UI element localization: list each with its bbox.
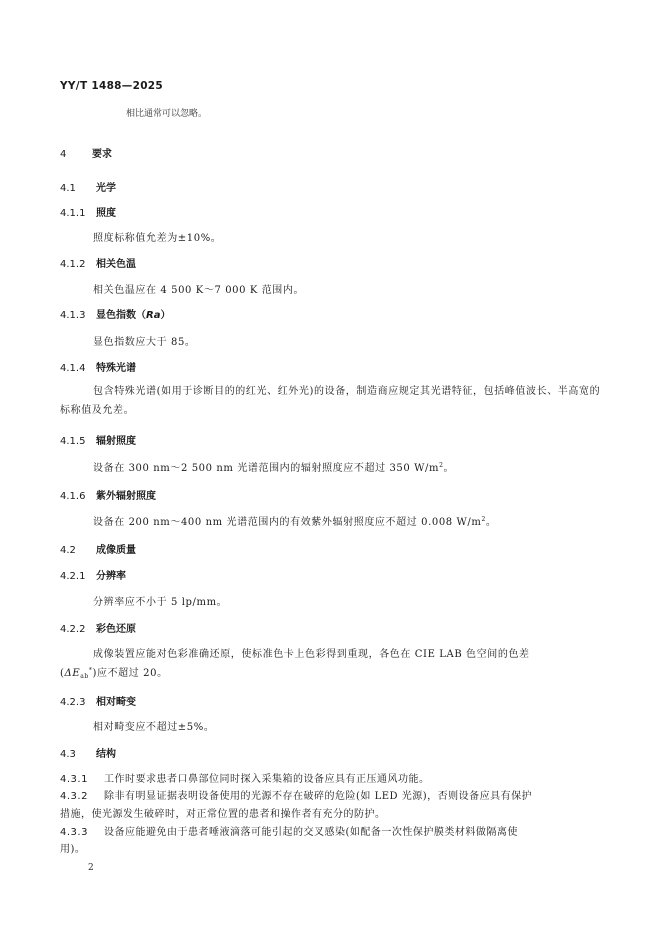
clause-4-1-3-heading <box>60 306 170 321</box>
section-number: 4.1 <box>60 183 76 194</box>
clause-title: 照度 <box>96 208 116 219</box>
text-main: 设备在 300 nm～2 500 nm 光谱范围内的辐射照度应不超过 350 W/m <box>93 463 440 474</box>
section-title: 要求 <box>92 149 112 160</box>
section-number: 4.3 <box>60 749 76 760</box>
clause-4-1-1-text: 照度标称值允差为±10%。 <box>93 233 222 244</box>
section-number: 4.2 <box>60 545 76 556</box>
clause-4-2-1-heading <box>60 567 126 582</box>
section-title: 结构 <box>96 749 116 760</box>
text-superscript: 2 <box>481 516 486 523</box>
clause-4-3-3-line2: 用)。 <box>60 844 86 855</box>
clause-4-1-3-text: 显色指数应大于 85。 <box>93 337 196 348</box>
section-number: 4 <box>60 149 67 160</box>
section-4-2-heading <box>60 541 136 556</box>
text-end: 。 <box>485 517 497 528</box>
section-4-1-heading <box>60 179 116 194</box>
clause-4-1-6-text <box>93 513 496 528</box>
clause-4-2-3-heading <box>60 693 136 708</box>
clause-number: 4.2.3 <box>60 697 86 708</box>
clause-4-1-5-text <box>93 459 454 474</box>
clause-title-close: ） <box>160 310 171 321</box>
delta-e-superscript: * <box>88 667 93 674</box>
clause-4-2-2-text-line1: 成像装置应能对色彩准确还原，使标准色卡上色彩得到重现，各色在 CIE LAB 色空间的色差 <box>93 649 530 660</box>
clause-4-1-6-heading <box>60 487 156 502</box>
clause-4-1-4-heading <box>60 359 136 374</box>
clause-number: 4.1.3 <box>60 310 86 321</box>
note-continuation: 相比通常可以忽略。 <box>126 109 208 119</box>
clause-4-2-2-text-line2 <box>60 664 168 680</box>
clause-4-1-4-text: 包含特殊光谱(如用于诊断目的的红光、红外光)的设备，制造商应规定其光谱特征，包括峰值波长、半高宽的标称值及允差。 <box>60 386 601 416</box>
clause-number: 4.1.6 <box>60 491 86 502</box>
section-4-heading <box>60 145 112 160</box>
delta-e-subscript: ab <box>80 673 89 680</box>
clause-number: 4.3.3 <box>60 827 88 838</box>
clause-number: 4.1.2 <box>60 259 86 270</box>
clause-4-1-2-heading <box>60 255 136 270</box>
clause-4-2-2-heading <box>60 620 136 635</box>
page-number: 2 <box>88 863 94 873</box>
clause-text: 设备应能避免由于患者唾液滴落可能引起的交叉感染(如配备一次性保护膜类材料做隔离使 <box>104 827 518 838</box>
text-end: 。 <box>443 463 455 474</box>
standard-number-header: YY/T 1488—2025 <box>60 80 164 92</box>
clause-title: 紫外辐射照度 <box>96 491 156 502</box>
clause-text: 工作时要求患者口鼻部位同时探入采集箱的设备应具有正压通风功能。 <box>104 774 430 785</box>
clause-title: 特殊光谱 <box>96 363 136 374</box>
section-title: 成像质量 <box>96 545 136 556</box>
clause-4-3-2-line2: 措施，使光源发生破碎时，对正常位置的患者和操作者有充分的防护。 <box>60 809 386 820</box>
clause-4-1-2-text: 相关色温应在 4 500 K～7 000 K 范围内。 <box>93 285 305 296</box>
clause-number: 4.2.1 <box>60 571 86 582</box>
clause-title: 分辨率 <box>96 571 126 582</box>
clause-title: 显色指数（ <box>96 310 146 321</box>
clause-number: 4.3.2 <box>60 791 88 802</box>
clause-number: 4.1.1 <box>60 208 86 219</box>
clause-number: 4.1.4 <box>60 363 86 374</box>
clause-title: 辐射照度 <box>96 436 136 447</box>
section-title: 光学 <box>96 183 116 194</box>
delta-e-symbol: ΔE <box>64 668 81 679</box>
clause-4-3-1 <box>60 771 430 788</box>
text-end: )应不超过 20。 <box>92 668 168 679</box>
section-4-3-heading <box>60 745 116 760</box>
clause-4-3-3-line1 <box>60 824 518 841</box>
clause-4-2-3-text: 相对畸变应不超过±5%。 <box>93 722 215 733</box>
clause-number: 4.1.5 <box>60 436 86 447</box>
clause-number: 4.2.2 <box>60 624 86 635</box>
clause-4-1-1-heading <box>60 204 116 219</box>
clause-4-1-5-heading <box>60 432 136 447</box>
clause-4-3-2-line1 <box>60 788 532 805</box>
paren-open: ( <box>60 668 65 679</box>
clause-title: 彩色还原 <box>96 624 136 635</box>
clause-title: 相对畸变 <box>96 697 136 708</box>
clause-number: 4.3.1 <box>60 774 88 785</box>
ra-symbol: Ra <box>146 310 161 321</box>
text-main: 设备在 200 nm～400 nm 光谱范围内的有效紫外辐射照度应不超过 0.008 W/m <box>93 517 482 528</box>
text-superscript: 2 <box>439 462 444 469</box>
clause-4-2-1-text: 分辨率应不小于 5 lp/mm。 <box>93 597 228 608</box>
clause-text: 除非有明显证据表明设备使用的光源不存在破碎的危险(如 LED 光源)，否则设备应具有保护 <box>104 791 533 802</box>
clause-title: 相关色温 <box>96 259 136 270</box>
